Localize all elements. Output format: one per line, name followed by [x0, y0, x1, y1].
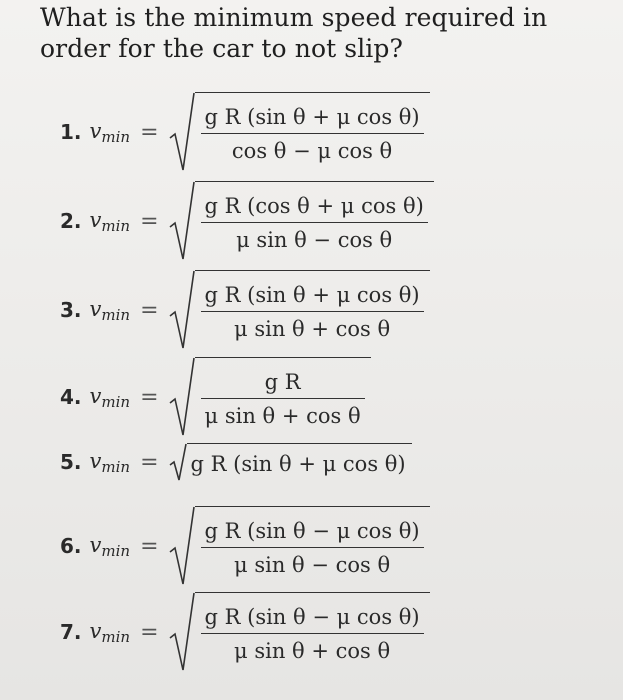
fraction-bar: [201, 222, 428, 223]
square-root: [169, 181, 434, 261]
equals-sign: =: [140, 119, 159, 145]
answer-option-7: [60, 592, 430, 672]
fraction: [201, 192, 428, 254]
fraction-bar: [201, 633, 424, 634]
denominator: μ sin θ + cos θ: [234, 638, 391, 663]
v-min-label: $v_{min}$: [89, 448, 131, 476]
radical-sign-icon: [169, 443, 187, 481]
numerator: g R (sin θ + μ cos θ): [204, 104, 420, 129]
radical-sign-icon: [169, 270, 195, 350]
radical-sign-icon: [169, 181, 195, 261]
fraction-bar: [201, 547, 424, 548]
equals-sign: =: [140, 449, 159, 475]
radical-sign-icon: [169, 92, 195, 172]
radicand-expression: g R (sin θ + μ cos θ): [190, 451, 406, 476]
fraction: [201, 103, 424, 165]
answer-option-2: [60, 181, 434, 261]
fraction: [201, 603, 424, 665]
fraction-bar: [201, 311, 424, 312]
numerator: g R (sin θ − μ cos θ): [204, 518, 420, 543]
square-root: [169, 270, 430, 350]
radical-sign-icon: [169, 592, 195, 672]
denominator: μ sin θ + cos θ: [234, 316, 391, 341]
v-min-label: $v_{min}$: [89, 207, 131, 235]
square-root: [169, 357, 371, 437]
numerator: g R (cos θ + μ cos θ): [204, 193, 424, 218]
fraction: [201, 281, 424, 343]
equals-sign: =: [140, 533, 159, 559]
option-number: 2.: [60, 209, 82, 233]
answer-option-3: [60, 270, 430, 350]
option-number: 5.: [60, 450, 82, 474]
v-min-label: $v_{min}$: [89, 383, 131, 411]
equals-sign: =: [140, 297, 159, 323]
radical-sign-icon: [169, 357, 195, 437]
question-text: What is the minimum speed required in order for the car to not slip?: [40, 3, 548, 63]
fraction-bar: [201, 133, 424, 134]
denominator: cos θ − μ cos θ: [231, 138, 393, 163]
answer-option-4: [60, 357, 371, 437]
answer-option-5: [60, 443, 412, 481]
option-number: 7.: [60, 620, 82, 644]
option-number: 1.: [60, 120, 82, 144]
fraction: [201, 368, 365, 430]
fraction-bar: [201, 398, 365, 399]
equals-sign: =: [140, 619, 159, 645]
square-root: [169, 592, 430, 672]
v-min-label: $v_{min}$: [89, 532, 131, 560]
answer-option-6: [60, 506, 430, 586]
answer-option-1: [60, 92, 430, 172]
v-min-label: $v_{min}$: [89, 296, 131, 324]
equals-sign: =: [140, 208, 159, 234]
fraction: [201, 517, 424, 579]
v-min-label: $v_{min}$: [89, 118, 131, 146]
v-min-label: $v_{min}$: [89, 618, 131, 646]
radical-sign-icon: [169, 506, 195, 586]
denominator: μ sin θ − cos θ: [234, 552, 391, 577]
square-root: [169, 92, 430, 172]
option-number: 4.: [60, 385, 82, 409]
denominator: μ sin θ − cos θ: [236, 227, 393, 252]
option-number: 6.: [60, 534, 82, 558]
option-number: 3.: [60, 298, 82, 322]
equals-sign: =: [140, 384, 159, 410]
numerator: g R (sin θ − μ cos θ): [204, 604, 420, 629]
denominator: μ sin θ + cos θ: [204, 403, 361, 428]
numerator: g R: [264, 369, 301, 394]
square-root: [169, 443, 412, 481]
square-root: [169, 506, 430, 586]
numerator: g R (sin θ + μ cos θ): [204, 282, 420, 307]
